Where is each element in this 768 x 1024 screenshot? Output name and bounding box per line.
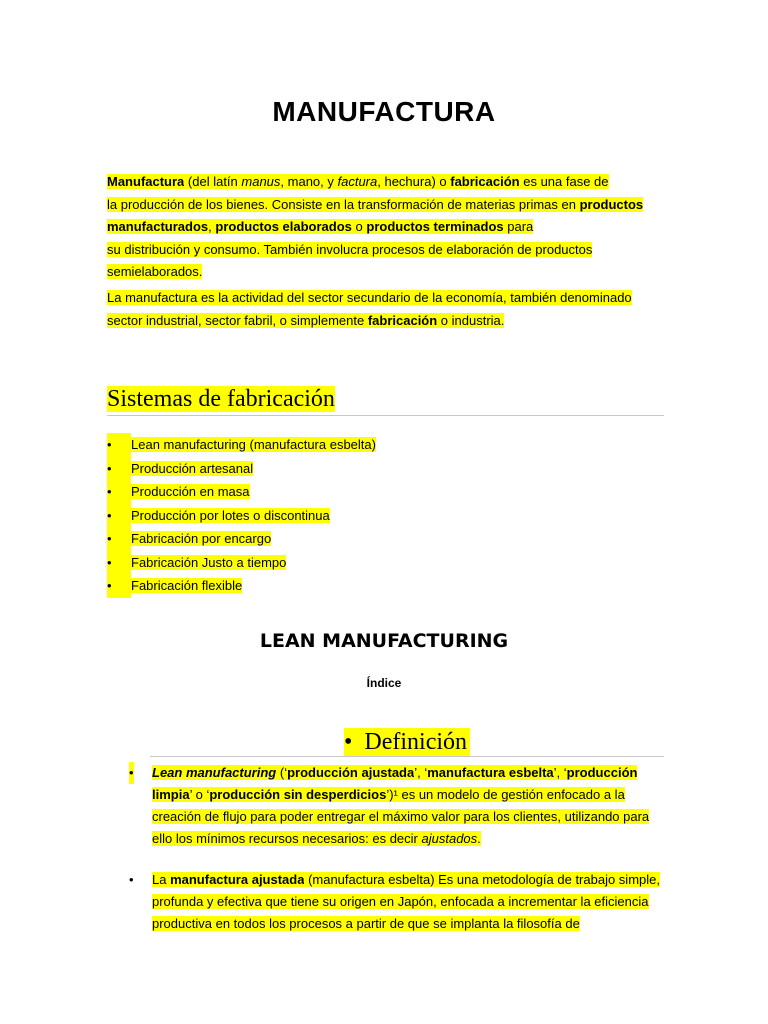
definition-label: Definición bbox=[364, 729, 468, 755]
sistemas-heading bbox=[107, 385, 664, 416]
bullet-icon: • bbox=[107, 457, 131, 481]
bullet-icon: • bbox=[107, 551, 131, 575]
sistemas-item-label: Producción por lotes o discontinua bbox=[131, 507, 330, 523]
text-run: producción ajustada bbox=[287, 765, 415, 780]
text-run: productos manufacturados bbox=[107, 196, 644, 234]
sistemas-list-item bbox=[107, 433, 376, 457]
page-title: MANUFACTURA bbox=[272, 96, 496, 127]
text-run: para bbox=[503, 219, 534, 234]
bullet-icon: • bbox=[129, 872, 134, 887]
definition-bullet: • bbox=[343, 729, 353, 755]
intro-paragraph-1 bbox=[107, 171, 667, 284]
bullet-icon: • bbox=[107, 504, 131, 528]
text-run: factura bbox=[337, 174, 378, 189]
definition-heading-text bbox=[344, 728, 470, 756]
bullet-icon: • bbox=[129, 762, 134, 784]
sistemas-item-label: Fabricación Justo a tiempo bbox=[131, 554, 287, 570]
lean-title: LEAN MANUFACTURING bbox=[259, 630, 509, 652]
text-run: producción sin desperdicios bbox=[209, 787, 387, 802]
text-run: o industria. bbox=[437, 312, 505, 328]
sistemas-list-item bbox=[107, 480, 376, 504]
text-run: productos elaborados bbox=[215, 219, 352, 234]
text-run: manus bbox=[241, 174, 281, 189]
index-label: Índice bbox=[366, 676, 402, 690]
text-run: manufactura ajustada bbox=[170, 872, 305, 887]
text-run: ’)¹ es un modelo de gestión enfocado a la creación de flujo para poder entregar el máximo valor para los clientes, utilizando para ello los mínimos recursos necesarios: es decir bbox=[152, 787, 650, 846]
sistemas-list-item bbox=[107, 527, 376, 551]
definition-list-2 bbox=[129, 869, 661, 935]
definition-item-text bbox=[152, 765, 649, 846]
text-run: la producción de los bienes. Consiste en la transformación de materias primas en bbox=[107, 196, 580, 212]
text-run: fabricación bbox=[450, 174, 520, 189]
text-run: (del latín bbox=[184, 174, 242, 189]
bullet-icon: • bbox=[107, 527, 131, 551]
text-run: ’, ‘ bbox=[414, 765, 428, 780]
definition-heading bbox=[150, 728, 664, 757]
sistemas-item-label: Lean manufacturing (manufactura esbelta) bbox=[131, 437, 376, 452]
sistemas-list-item bbox=[107, 551, 376, 575]
bullet-icon: • bbox=[107, 480, 131, 504]
bullet-icon: • bbox=[107, 574, 131, 598]
intro-paragraph-2 bbox=[107, 287, 667, 332]
text-run: Manufactura bbox=[107, 174, 185, 189]
text-run: su distribución y consumo. También involucra procesos de elaboración de productos semielaborados. bbox=[107, 241, 593, 279]
definition-list-item bbox=[129, 869, 661, 935]
bullet-icon: • bbox=[107, 433, 131, 457]
sistemas-item-label: Fabricación flexible bbox=[131, 578, 243, 593]
text-run: , bbox=[208, 219, 216, 234]
text-run: (manufactura esbelta) Es una metodología de trabajo simple, profunda y efectiva que tiene su origen en Japón, enfocada a incrementar la eficiencia productiva en todos los procesos a partir de que se implanta la filosofía de bbox=[152, 872, 660, 931]
sistemas-list-item bbox=[107, 574, 376, 598]
text-run: ’ o ‘ bbox=[189, 787, 210, 802]
definition-list-1 bbox=[129, 762, 661, 850]
definition-item-text bbox=[152, 872, 660, 931]
text-run: es una fase de bbox=[519, 174, 609, 189]
text-run: ajustados bbox=[421, 831, 478, 846]
sistemas-item-label: Producción artesanal bbox=[131, 460, 254, 476]
sistemas-list-item bbox=[107, 504, 376, 528]
text-run: o bbox=[351, 219, 367, 234]
text-run: , mano, y bbox=[280, 174, 338, 189]
sistemas-list bbox=[107, 433, 376, 598]
sistemas-item-label: Fabricación por encargo bbox=[131, 531, 272, 546]
text-run: La manufactura es la actividad del sector secundario de la economía, también denominado sector industrial, sector fabril, o simplemente bbox=[107, 290, 632, 328]
text-run: . bbox=[477, 831, 481, 846]
text-run: Lean manufacturing bbox=[152, 765, 277, 780]
text-run: producción limpia bbox=[152, 765, 638, 802]
text-run: fabricación bbox=[367, 312, 438, 328]
sistemas-list-item bbox=[107, 457, 376, 481]
text-run: productos terminados bbox=[366, 219, 504, 234]
text-run: (‘ bbox=[276, 765, 288, 780]
text-run: ’, ‘ bbox=[553, 765, 567, 780]
definition-list-item bbox=[129, 762, 661, 850]
text-run: manufactura esbelta bbox=[427, 765, 554, 780]
text-run: , hechura) o bbox=[377, 174, 451, 189]
text-run: La bbox=[152, 872, 171, 887]
sistemas-item-label: Producción en masa bbox=[131, 484, 250, 499]
sistemas-heading-text: Sistemas de fabricación bbox=[107, 386, 335, 412]
